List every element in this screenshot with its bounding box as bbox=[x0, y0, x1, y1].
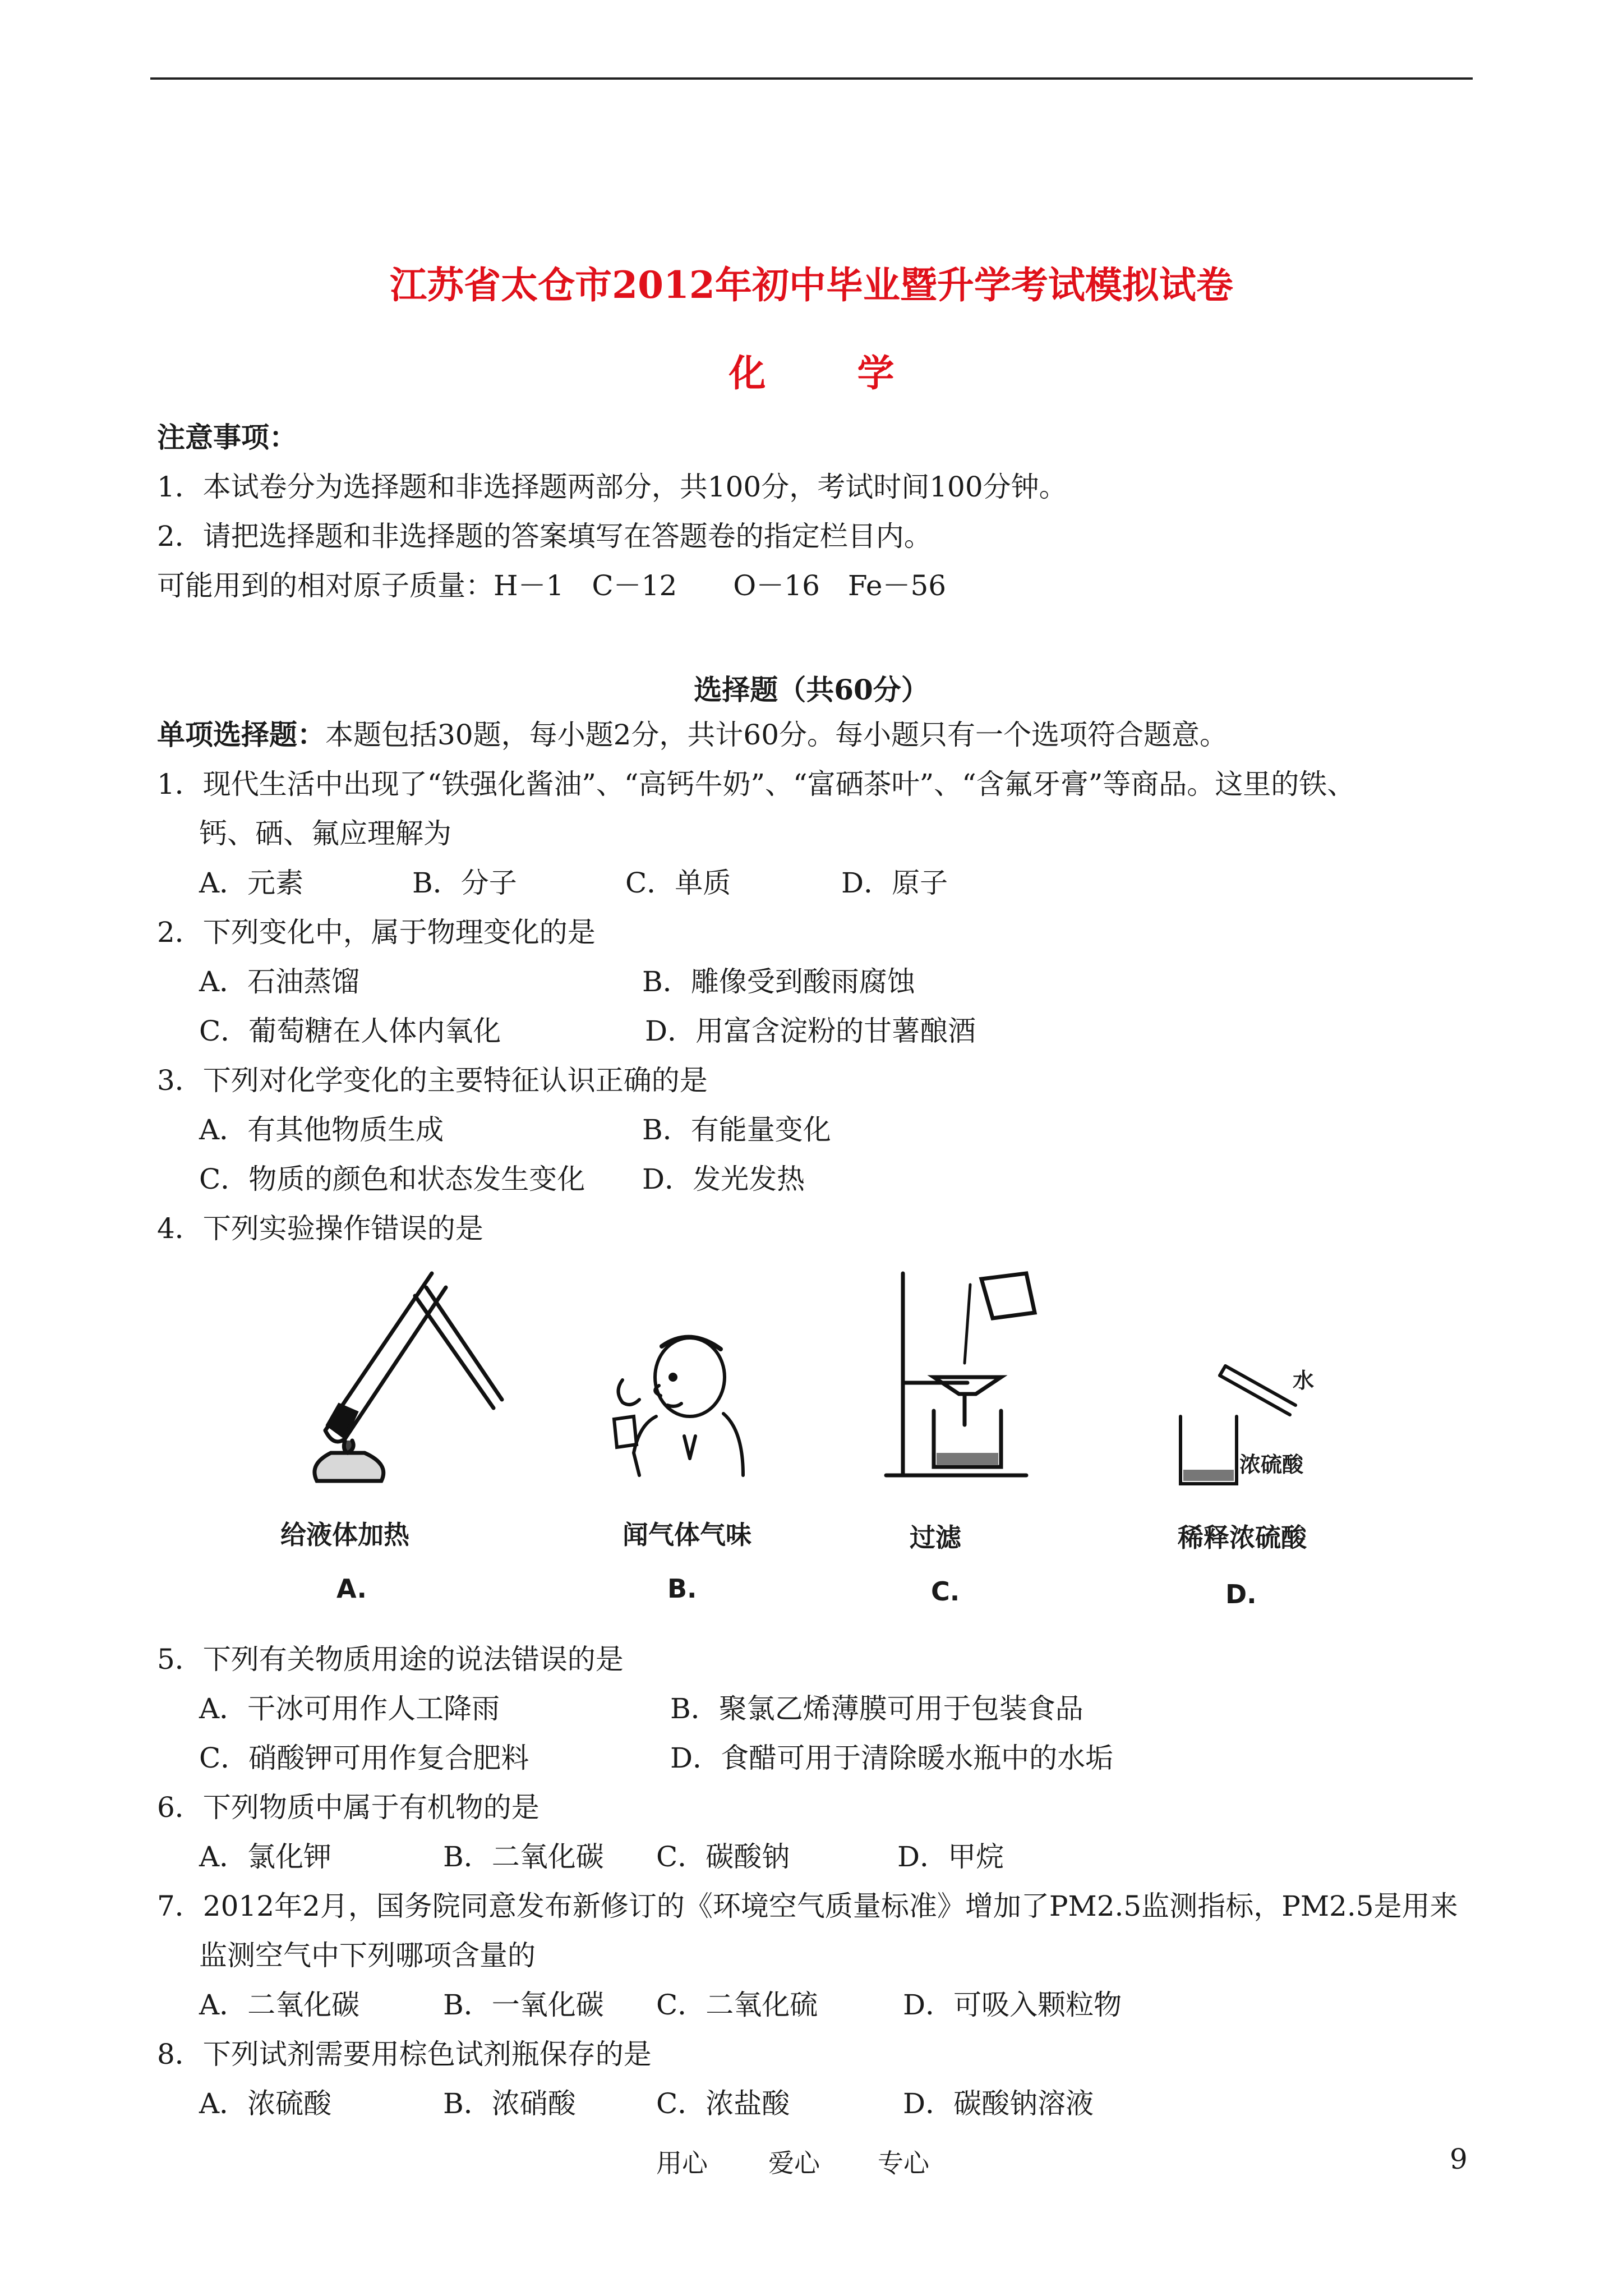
option-d: D．碳酸钠溶液 bbox=[903, 2087, 1094, 2120]
option-d: D．用富含淀粉的甘薯酿酒 bbox=[645, 1015, 976, 1047]
option-a: A．有其他物质生成 bbox=[199, 1114, 444, 1146]
footer-motto: 用心 bbox=[656, 2148, 708, 2178]
question-stem: 5．下列有关物质用途的说法错误的是 bbox=[157, 1643, 624, 1676]
option-d: D．甲烷 bbox=[897, 1841, 1004, 1873]
note-item: 2．请把选择题和非选择题的答案填写在答题卷的指定栏目内。 bbox=[157, 520, 932, 553]
option-b: B．浓硝酸 bbox=[443, 2087, 576, 2120]
section-intro-text: 本题包括30题，每小题2分，共计60分。每小题只有一个选项符合题意。 bbox=[325, 719, 1228, 751]
option-c: C．硝酸钾可用作复合肥料 bbox=[199, 1742, 529, 1774]
note-item: 1．本试卷分为选择题和非选择题两部分，共100分，考试时间100分钟。 bbox=[157, 471, 1067, 503]
heating-liquid-figure bbox=[286, 1262, 522, 1487]
option-b: B．一氧化碳 bbox=[443, 1989, 604, 2021]
option-d: D．可吸入颗粒物 bbox=[903, 1989, 1122, 2021]
figure-letter-c: C. bbox=[931, 1576, 960, 1607]
option-a: A．干冰可用作人工降雨 bbox=[199, 1692, 500, 1725]
figure-letter-b: B. bbox=[667, 1573, 697, 1604]
smelling-gas-figure bbox=[606, 1324, 757, 1481]
notes-heading: 注意事项： bbox=[157, 421, 297, 454]
option-a: A．浓硫酸 bbox=[199, 2087, 332, 2120]
section-title: 选择题（共60分） bbox=[694, 673, 929, 706]
question-stem: 4．下列实验操作错误的是 bbox=[157, 1212, 483, 1245]
figure-caption-b: 闻气体气味 bbox=[623, 1520, 751, 1550]
option-c: C．二氧化硫 bbox=[656, 1989, 818, 2021]
page-number: 9 bbox=[1450, 2143, 1468, 2175]
option-a: A．二氧化碳 bbox=[199, 1989, 360, 2021]
atomic-mass-line: 可能用到的相对原子质量：H－1 C－12 O－16 Fe－56 bbox=[157, 569, 947, 602]
option-b: B．二氧化碳 bbox=[443, 1841, 604, 1873]
exam-title: 江苏省太仓市2012年初中毕业暨升学考试模拟试卷 bbox=[390, 263, 1233, 307]
question-stem: 7．2012年2月，国务院同意发布新修订的《环境空气质量标准》增加了PM2.5监测指标，PM2.5是用来 bbox=[157, 1890, 1458, 1922]
option-d: D．食醋可用于清除暖水瓶中的水垢 bbox=[670, 1742, 1114, 1774]
question-stem-cont: 钙、硒、氟应理解为 bbox=[199, 817, 451, 850]
footer-motto: 专心 bbox=[878, 2148, 929, 2178]
section-intro-label: 单项选择题： bbox=[157, 718, 325, 751]
acid-label: 浓硫酸 bbox=[1239, 1452, 1304, 1477]
question-stem: 1．现代生活中出现了“铁强化酱油”、“高钙牛奶”、“富硒茶叶”、“含氟牙膏”等商品。这里的铁、 bbox=[157, 768, 1355, 800]
figure-caption-a: 给液体加热 bbox=[280, 1520, 409, 1550]
filtration-figure bbox=[880, 1262, 1060, 1487]
question-stem: 6．下列物质中属于有机物的是 bbox=[157, 1791, 540, 1824]
option-d: D．发光发热 bbox=[642, 1163, 805, 1195]
option-b: B．雕像受到酸雨腐蚀 bbox=[642, 965, 915, 998]
option-b: B．分子 bbox=[412, 867, 517, 899]
header-rule bbox=[150, 77, 1473, 80]
figure-caption-c: 过滤 bbox=[910, 1522, 961, 1553]
question-stem-cont: 监测空气中下列哪项含量的 bbox=[199, 1939, 536, 1972]
figure-letter-a: A. bbox=[336, 1573, 367, 1604]
option-d: D．原子 bbox=[841, 867, 948, 899]
option-c: C．葡萄糖在人体内氧化 bbox=[199, 1015, 501, 1047]
footer-motto: 爱心 bbox=[768, 2148, 820, 2178]
option-a: A．石油蒸馏 bbox=[199, 965, 360, 998]
option-c: C．单质 bbox=[625, 867, 731, 899]
subject-title: 化 学 bbox=[728, 351, 934, 395]
option-b: B．有能量变化 bbox=[642, 1114, 831, 1146]
question-stem: 2．下列变化中，属于物理变化的是 bbox=[157, 916, 596, 949]
option-c: C．物质的颜色和状态发生变化 bbox=[199, 1163, 585, 1195]
option-a: A．氯化钾 bbox=[199, 1841, 332, 1873]
question-stem: 8．下列试剂需要用棕色试剂瓶保存的是 bbox=[157, 2038, 652, 2070]
question-stem: 3．下列对化学变化的主要特征认识正确的是 bbox=[157, 1064, 708, 1097]
option-a: A．元素 bbox=[199, 867, 304, 899]
option-c: C．碳酸钠 bbox=[656, 1841, 790, 1873]
section-intro bbox=[157, 718, 1228, 752]
option-c: C．浓盐酸 bbox=[656, 2087, 790, 2120]
water-label: 水 bbox=[1293, 1368, 1315, 1393]
option-b: B．聚氯乙烯薄膜可用于包装食品 bbox=[670, 1692, 1083, 1725]
figure-letter-d: D. bbox=[1225, 1579, 1257, 1609]
figure-caption-d: 稀释浓硫酸 bbox=[1178, 1522, 1307, 1553]
